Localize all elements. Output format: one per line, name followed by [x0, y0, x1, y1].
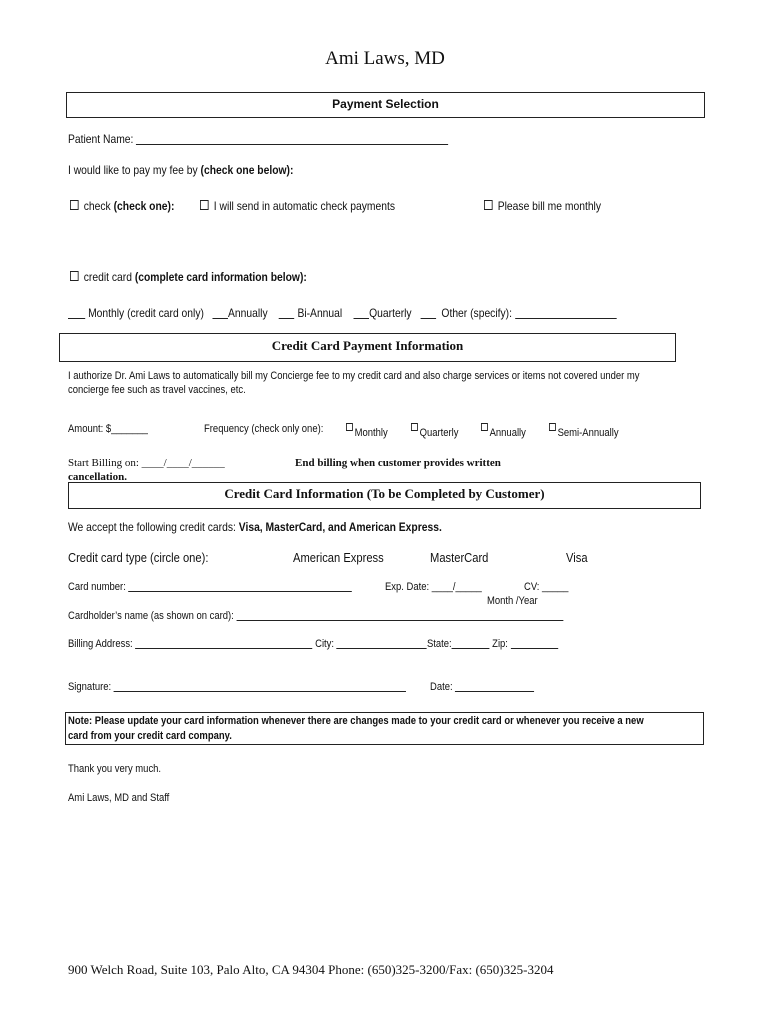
card-type-amex[interactable]: American Express — [293, 550, 384, 565]
cardholder-field[interactable] — [236, 610, 563, 621]
pay-fee-instruction — [68, 163, 293, 177]
footer-address: 900 Welch Road, Suite 103, Palo Alto, CA 94304 Phone: (650)325-3200/Fax: (650)325-3204 — [68, 962, 554, 977]
city-label: City: — [315, 638, 335, 650]
signature-field[interactable] — [114, 681, 406, 692]
pay-fee-text: I would like to pay my fee by — [68, 163, 198, 177]
freq-annually-label: Annually — [228, 306, 268, 320]
payment-selection-heading: Payment Selection — [332, 97, 439, 111]
note-line-2: card from your credit card company. — [68, 730, 232, 742]
patient-name-field[interactable] — [136, 134, 448, 145]
frequency-row — [68, 306, 616, 320]
end-billing-cont: cancellation. — [68, 471, 127, 483]
freq-monthly-label: Monthly (credit card only) — [88, 306, 204, 320]
thanks-text: Thank you very much. — [68, 763, 162, 775]
check-label: check — [83, 199, 111, 213]
opt-monthly-checkbox[interactable] — [346, 423, 353, 431]
frequency-label: Frequency (check only one): — [204, 423, 324, 435]
freq-quarterly-label: Quarterly — [369, 306, 412, 320]
auto-check-checkbox[interactable] — [200, 200, 209, 210]
opt-monthly — [346, 423, 388, 439]
cardholder-label: Cardholder’s name (as shown on card): — [68, 610, 234, 622]
opt-quarterly-checkbox[interactable] — [411, 423, 418, 431]
signature-row — [68, 681, 406, 693]
opt-annually-label: Annually — [489, 427, 526, 439]
card-type-visa[interactable]: Visa — [566, 550, 588, 565]
bill-monthly-label: Please bill me monthly — [497, 199, 602, 213]
freq-monthly-blank[interactable] — [68, 308, 85, 319]
opt-semi-checkbox[interactable] — [549, 423, 556, 431]
freq-other-field[interactable] — [515, 308, 616, 319]
card-type-label: Credit card type (circle one): — [68, 550, 209, 565]
card-type-mastercard[interactable]: MasterCard — [430, 550, 489, 565]
start-billing[interactable]: Start Billing on: ____/____/______ — [68, 457, 225, 469]
check-bold: (check one): — [113, 199, 175, 213]
page-title: Ami Laws, MD — [325, 48, 445, 69]
freq-other-blank[interactable] — [420, 308, 435, 319]
freq-other-label: Other (specify): — [441, 306, 512, 320]
auto-check-label: I will send in automatic check payments — [213, 199, 396, 213]
patient-name-row — [68, 132, 448, 146]
bill-monthly-checkbox[interactable] — [484, 200, 493, 210]
amount-field[interactable]: Amount: $_______ — [68, 423, 148, 435]
card-number-label: Card number: — [68, 581, 126, 593]
auto-check-option — [200, 199, 395, 213]
credit-card-option — [70, 270, 307, 284]
pay-fee-bold: (check one below): — [200, 163, 294, 177]
exp-date-field[interactable]: Exp. Date: ____/_____ — [385, 581, 482, 593]
billing-address-field[interactable] — [135, 638, 312, 649]
zip-label: Zip: — [492, 638, 508, 650]
signoff-text: Ami Laws, MD and Staff — [68, 792, 170, 804]
billing-address-row — [68, 638, 558, 650]
freq-quarterly-blank[interactable] — [354, 308, 369, 319]
state-label: State: — [426, 638, 452, 650]
month-year-hint: Month /Year — [487, 595, 538, 607]
credit-card-checkbox[interactable] — [70, 271, 79, 281]
opt-semi — [549, 423, 619, 439]
opt-annually — [481, 423, 526, 439]
authorize-line-2: concierge fee such as travel vaccines, etc. — [68, 384, 246, 396]
zip-field[interactable] — [511, 638, 558, 649]
opt-semi-label: Semi-Annually — [557, 427, 619, 439]
freq-biannual-label: Bi-Annual — [297, 306, 343, 320]
accept-line — [68, 520, 442, 534]
credit-card-bold: (complete card information below): — [134, 270, 307, 284]
cc-payment-heading: Credit Card Payment Information — [271, 338, 464, 353]
cardholder-row — [68, 610, 563, 622]
freq-annually-blank[interactable] — [213, 308, 228, 319]
bill-monthly-option — [484, 199, 601, 213]
billing-address-label: Billing Address: — [68, 638, 133, 650]
opt-quarterly-label: Quarterly — [419, 427, 459, 439]
authorize-line-1: I authorize Dr. Ami Laws to automatically bill my Concierge fee to my credit card and also charge services or items not covered under my — [68, 370, 640, 382]
cc-info-heading: Credit Card Information (To be Completed by Customer) — [224, 486, 545, 501]
check-option — [70, 199, 174, 213]
state-field[interactable] — [452, 638, 490, 649]
patient-name-label: Patient Name: — [68, 132, 134, 146]
date-label: Date: — [430, 681, 453, 693]
accept-bold: Visa, MasterCard, and American Express. — [238, 520, 442, 534]
end-billing: End billing when customer provides written — [295, 457, 501, 469]
opt-quarterly — [411, 423, 459, 439]
opt-monthly-label: Monthly — [354, 427, 388, 439]
accept-text: We accept the following credit cards: — [68, 520, 236, 534]
freq-biannual-blank[interactable] — [279, 308, 294, 319]
city-field[interactable] — [337, 638, 427, 649]
card-number-row — [68, 581, 352, 593]
cv-field[interactable]: CV: _____ — [524, 581, 569, 593]
signature-label: Signature: — [68, 681, 112, 693]
check-checkbox[interactable] — [70, 200, 79, 210]
date-field[interactable] — [455, 681, 534, 692]
date-row — [430, 681, 534, 693]
card-number-field[interactable] — [128, 581, 352, 592]
note-line-1: Note: Please update your card information whenever there are changes made to your credit card or whenever you receive a new — [68, 715, 644, 727]
opt-annually-checkbox[interactable] — [481, 423, 488, 431]
credit-card-label: credit card — [83, 270, 132, 284]
